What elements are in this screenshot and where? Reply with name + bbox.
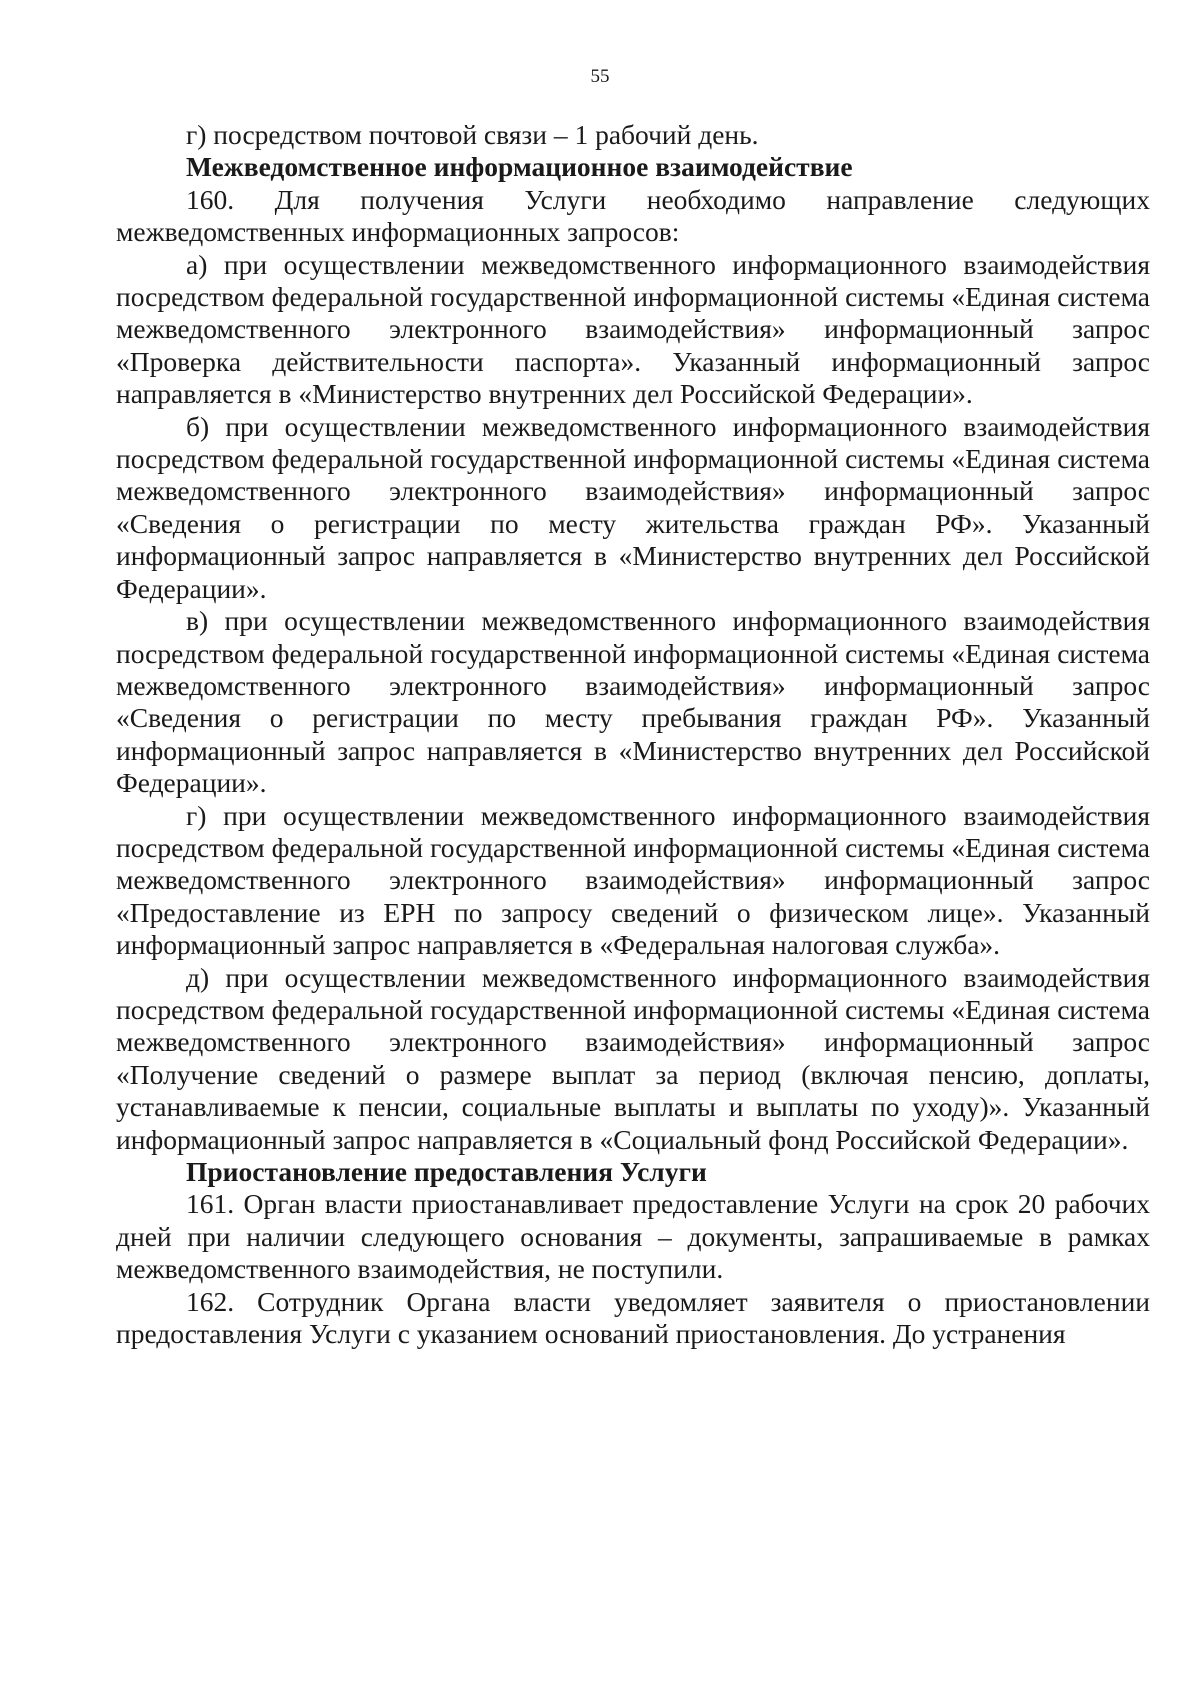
list-item-a: а) при осуществлении межведомственного информационного взаимодействия посредством федеральной государственной информационной системы «Единая система межведомственного электронного взаимодействия» информационный запрос «Проверка действительности паспорта». Указанный информационный запрос направляется в «Министерство внутренних дел Российской Федерации». xyxy=(116,248,1150,410)
intro-paragraph: г) посредством почтовой связи – 1 рабочий день. xyxy=(186,119,759,150)
paragraph-160: 160. Для получения Услуги необходимо направление следующих межведомственных информационных запросов: xyxy=(116,183,1150,248)
section-heading-suspension: Приостановление предоставления Услуги xyxy=(186,1156,707,1187)
list-item-b: б) при осуществлении межведомственного информационного взаимодействия посредством федеральной государственной информационной системы «Единая система межведомственного электронного взаимодействия» информационный запрос «Сведения о регистрации по месту жительства граждан РФ». Указанный информационный запрос направляется в «Министерство внутренних дел Российской Федерации». xyxy=(116,410,1150,604)
paragraph-161: 161. Орган власти приостанавливает предоставление Услуги на срок 20 рабочих дней при наличии следующего основания – документы, запрашиваемые в рамках межведомственного взаимодействия, не поступили. xyxy=(116,1188,1150,1285)
page-number: 55 xyxy=(590,66,610,87)
list-item-g: г) при осуществлении межведомственного информационного взаимодействия посредством федеральной государственной информационной системы «Единая система межведомственного электронного взаимодействия» информационный запрос «Предоставление из ЕРН по запросу сведений о физическом лице». Указанный информационный запрос направляется в «Федеральная налоговая служба». xyxy=(116,799,1150,961)
section-heading-interagency: Межведомственное информационное взаимодействие xyxy=(186,151,853,183)
list-item-v: в) при осуществлении межведомственного информационного взаимодействия посредством федеральной государственной информационной системы «Единая система межведомственного электронного взаимодействия» информационный запрос «Сведения о регистрации по месту пребывания граждан РФ». Указанный информационный запрос направляется в «Министерство внутренних дел Российской Федерации». xyxy=(116,605,1150,799)
paragraph-162: 162. Сотрудник Органа власти уведомляет заявителя о приостановлении предоставления Услуги с указанием оснований приостановления. До устранения xyxy=(116,1285,1150,1350)
list-item-d: д) при осуществлении межведомственного информационного взаимодействия посредством федеральной государственной информационной системы «Единая система межведомственного электронного взаимодействия» информационный запрос «Получение сведений о размере выплат за период (включая пенсию, доплаты, устанавливаемые к пенсии, социальные выплаты и выплаты по уходу)». Указанный информационный запрос направляется в «Социальный фонд Российской Федерации». xyxy=(116,961,1150,1155)
document-body xyxy=(116,119,1150,1350)
